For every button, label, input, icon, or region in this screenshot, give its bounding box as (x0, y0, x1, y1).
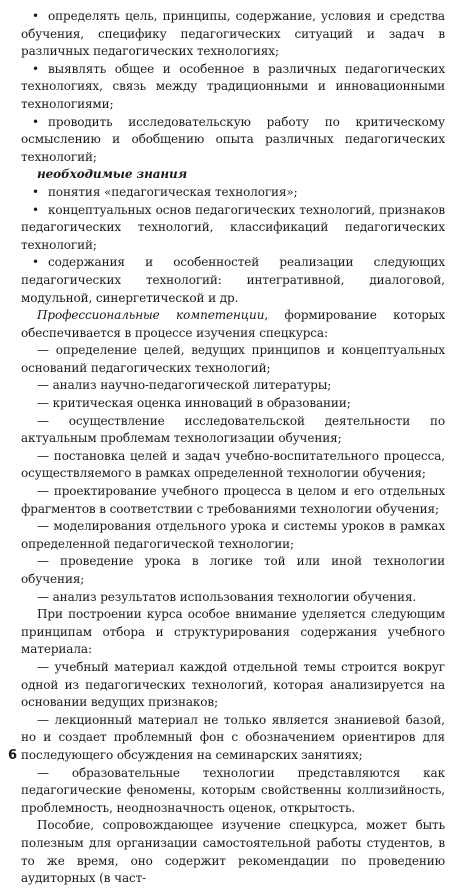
page-number: 6 (8, 748, 18, 763)
list-item: — определение целей, ведущих принципов и концептуальных оснований педагогических технологий; (21, 343, 445, 375)
knowledge-item-text: понятия «педагогическая технология»; (48, 184, 298, 199)
list-item (21, 184, 445, 202)
knowledge-heading: необходимые знания (37, 167, 188, 182)
bullet-mark: • (32, 202, 39, 217)
page-body (21, 8, 445, 888)
bullet-mark: • (32, 9, 39, 23)
list-item: — моделирования отдельного урока и системы уроков в рамках определенной педагогической технологии; (21, 519, 445, 551)
bullet-mark: • (32, 61, 39, 76)
competences-lead: Профессиональные компетенции (37, 308, 265, 323)
competences-intro: , формирование которых обеспечивается в процессе изучения спецкурса: (21, 308, 445, 340)
principles-intro: При построении курса особое внимание уделяется следующим принципам отбора и структурирования содержания учебного материала: (21, 607, 445, 657)
knowledge-item-text: концептуальных основ педагогических технологий, признаков педагогических технологий, классификаций педагогических технологий; (21, 202, 445, 252)
list-item (21, 114, 445, 167)
competences-paragraph (21, 307, 445, 342)
list-item (21, 61, 445, 114)
list-item: — учебный материал каждой отдельной темы строится вокруг одной из педагогических технологий, которая анализируется на основании ведущих признаков; (21, 659, 445, 710)
list-item: — проектирование учебного процесса в целом и его отдельных фрагментов в соответствии с требованиями технологии обучения; (21, 484, 445, 516)
list-item: — анализ результатов использования технологии обучения. (37, 589, 417, 604)
knowledge-item-text: содержания и особенностей реализации следующих педагогических технологий: интегративной, диалоговой, модульной, синергетической и др. (21, 255, 445, 305)
skill-item-text: выявлять общее и особенное в различных педагогических технологиях, связь между традиционными и инновационными технологиями; (21, 61, 445, 111)
list-item: — проведение урока в логике той или иной технологии обучения; (21, 554, 445, 586)
bullet-mark: • (32, 184, 39, 199)
list-item (21, 254, 445, 307)
list-item: — образовательные технологии представляются как педагогические феномены, которым свойственны коллизийность, проблемность, неоднозначность оценок, открытость. (21, 765, 445, 815)
closing-paragraph: Пособие, сопровождающее изучение спецкурса, может быть полезным для организации самостоятельной работы студентов, в то же время, оно содержит рекомендации по проведению аудиторных (в част- (21, 818, 445, 886)
list-item (21, 8, 445, 61)
skill-item-text: проводить исследовательскую работу по критическому осмыслению и обобщению опыта различных педагогических технологий; (21, 114, 445, 164)
bullet-mark: • (32, 255, 39, 270)
list-item: — постановка целей и задач учебно-воспитательного процесса, осуществляемого в рамках определенной технологии обучения; (21, 448, 445, 481)
list-item: — критическая оценка инноваций в образовании; (37, 396, 351, 411)
list-item (21, 202, 445, 255)
list-item: — анализ научно-педагогической литературы; (37, 378, 332, 393)
list-item: — лекционный материал не только является знаниевой базой, но и создает проблемный фон с обозначением ориентиров для последующего обсуждения на семинарских занятиях; (21, 712, 445, 762)
list-item: — осуществление исследовательской деятельности по актуальным проблемам технологизации обучения; (21, 413, 445, 446)
skill-item-text: определять цель, принципы, содержание, условия и средства обучения, специфику педагогических ситуаций и задач в различных педагогических технологиях; (21, 9, 445, 59)
bullet-mark: • (32, 114, 39, 129)
